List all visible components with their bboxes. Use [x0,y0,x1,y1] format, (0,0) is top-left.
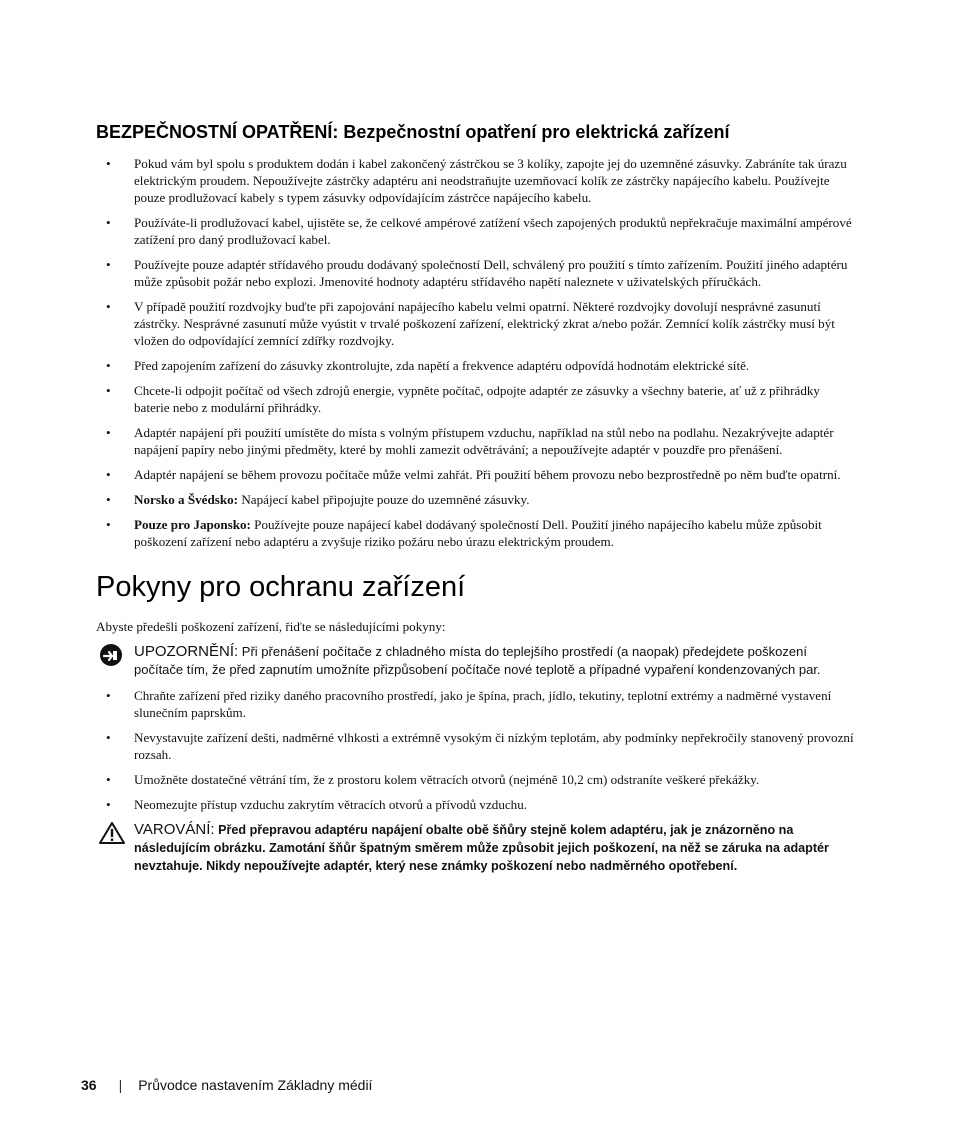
list-item-text: Adaptér napájení při použití umístěte do místa s volným přístupem vzduchu, například na stůl nebo na podlahu. Nezakrývejte adaptér napájení papíry nebo jinými předměty, které by mohli zamezit odvětrávání; a nepoužívejte adaptér v pouzdře pro přenášení. [134,425,834,457]
list-item-text: Pokud vám byl spolu s produktem dodán i kabel zakončený zástrčkou se 3 kolíky, zapojte jej do uzemněné zásuvky. Zabráníte tak úrazu elektrickým proudem. Nepoužívejte zástrčky adaptéru ani neodstraňujte uzemňovací kolík ze zástrčky napájecího kabelu. Používejte pouze prodlužovací kabely s typem zásuvky odpovídajícím zástrčce napájecího kabelu. [134,156,847,205]
norsko-label: Norsko a Švédsko: [134,492,239,507]
list-item [96,298,858,349]
list-item-text: Chcete-li odpojit počítač od všech zdrojů energie, vypněte počítač, odpojte adaptér ze zásuvky a všechny baterie, ať už z přihrádky baterie nebo z modulární přihrádky. [134,383,820,415]
bullet: • [106,797,111,812]
warning-text: Před přepravou adaptéru napájení obalte obě šňůry stejně kolem adaptéru, jak je znázorněno na následujícím obrázku. Zamotání šňůr špatným směrem může způsobit jejich poškození, na něž se záruka na adaptér nevztahuje. Nikdy nepoužívejte adaptér, který nese známky poškození nebo nadměrného opotřebení. [134,823,829,873]
list-item [96,729,858,763]
list-item-text: Chraňte zařízení před riziky daného pracovního prostředí, jako je špína, prach, jídlo, tekutiny, teplotní extrémy a nadměrné vystavení slunečním paprskům. [134,688,832,720]
list-item [96,256,858,290]
warning-block [96,821,858,875]
bullet: • [106,156,111,171]
bullet: • [106,299,111,314]
list-item-text: Umožněte dostatečné větrání tím, že z prostoru kolem větracích otvorů (nejméně 10,2 cm) odstraníte veškeré překážky. [134,772,760,787]
notice-block [96,643,858,679]
japonsko-text: Používejte pouze napájecí kabel dodávaný společností Dell. Použití jiného napájecího kabelu může způsobit poškození zařízení nebo adaptéru a zvyšuje riziko požáru nebo úrazu elektrickým proudem. [134,517,822,549]
bullet: • [106,730,111,745]
list-item-text: Před zapojením zařízení do zásuvky zkontrolujte, zda napětí a frekvence adaptéru odpovídá hodnotám elektrické sítě. [134,358,750,373]
protection-bullets [96,687,858,813]
bullet: • [106,492,111,507]
list-item [96,357,858,374]
list-item [96,687,858,721]
warning-triangle-icon [98,821,126,850]
bullet: • [106,772,111,787]
bullet: • [106,358,111,373]
list-item-text: Používáte-li prodlužovací kabel, ujistěte se, že celkové ampérové zatížení všech zapojených produktů nepřekračuje maximální ampérové zatížení pro daný prodlužovací kabel. [134,215,852,247]
safety-bullets [96,155,858,550]
list-item [96,771,858,788]
list-item [96,796,858,813]
list-item [96,155,858,206]
page-number: 36 [81,1077,97,1093]
page-footer [81,1077,372,1093]
bullet: • [106,257,111,272]
list-item [96,214,858,248]
footer-title: Průvodce nastavením Základny médií [138,1077,373,1093]
list-item [96,466,858,483]
warning-label: VAROVÁNÍ: [134,821,215,838]
norsko-text: Napájecí kabel připojujte pouze do uzemněné zásuvky. [238,492,530,507]
list-item-japonsko [96,516,858,550]
bullet: • [106,425,111,440]
bullet: • [106,215,111,230]
bullet: • [106,383,111,398]
list-item-text: Neomezujte přístup vzduchu zakrytím větracích otvorů a přívodů vzduchu. [134,797,528,812]
list-item-norsko [96,491,858,508]
japonsko-label: Pouze pro Japonsko: [134,517,251,532]
list-item-text: Nevystavujte zařízení dešti, nadměrné vlhkosti a extrémně vysokým či nízkým teplotám, aby podmínky nepřekročily stanovený provozní rozsah. [134,730,854,762]
list-item-text: V případě použití rozdvojky buďte při zapojování napájecího kabelu velmi opatrní. Některé rozdvojky dovolují nesprávné zasunutí zástrčky. Nesprávné zasunutí může vyústit v trvalé poškození zařízení, elektrický zkrat a/nebo požár. Zemnící kolík zástrčky musí být vložen do odpovídající zemnící zdířky rozdvojky. [134,299,835,348]
bullet: • [106,688,111,703]
bullet: • [106,467,111,482]
footer-separator: | [118,1077,123,1093]
document-body [96,121,858,883]
list-item [96,382,858,416]
list-item [96,424,858,458]
list-item-text: Používejte pouze adaptér střídavého proudu dodávaný společností Dell, schválený pro použití s tímto zařízením. Použití jiného adaptéru může způsobit požár nebo explozi. Jmenovité hodnoty adaptéru střídavého napětí naleznete v uživatelských příručkách. [134,257,848,289]
notice-label: UPOZORNĚNÍ: [134,643,239,660]
bullet: • [106,517,111,532]
safety-section-title: BEZPEČNOSTNÍ OPATŘENÍ: Bezpečnostní opatření pro elektrická zařízení [96,122,730,142]
list-item-text: Adaptér napájení se během provozu počítače může velmi zahřát. Při použití během provozu nebo bezprostředně po něm buďte opatrní. [134,467,841,482]
protection-intro: Abyste předešli poškození zařízení, řiďte se následujícími pokyny: [96,619,446,634]
protection-section-title: Pokyny pro ochranu zařízení [96,571,466,603]
notice-text: Při přenášení počítače z chladného místa do teplejšího prostředí (a naopak) předejdete poškození počítače tím, že před zapnutím umožníte přizpůsobení počítače nové teplotě a případné vypaření kondenzovaných par. [134,644,821,677]
notice-icon [98,643,124,674]
